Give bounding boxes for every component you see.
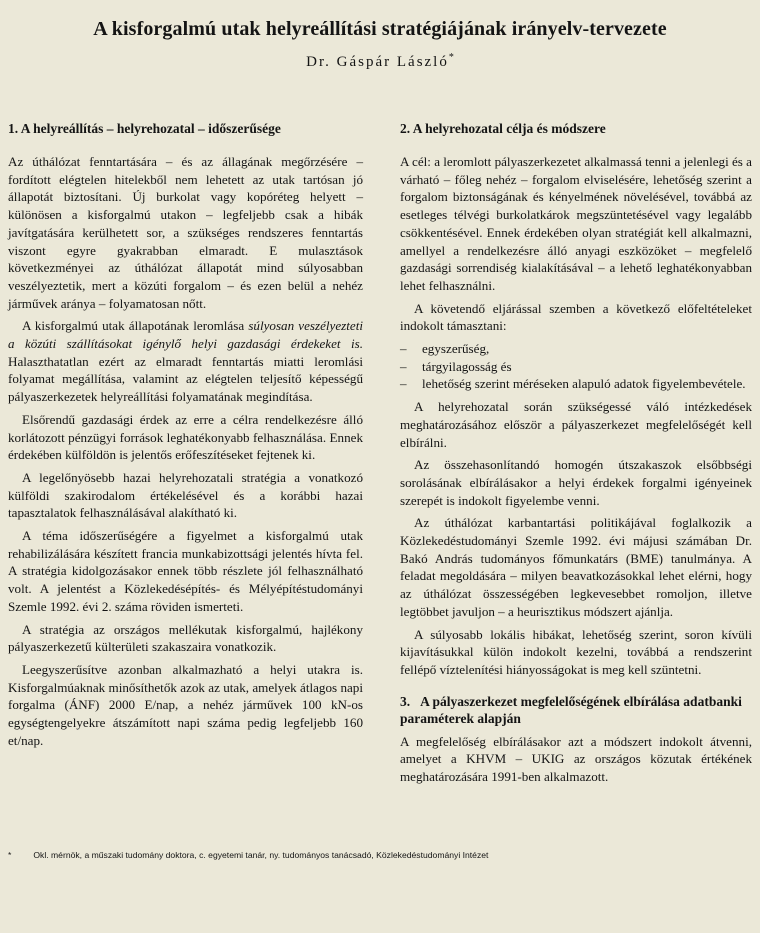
paragraph: A követendő eljárással szemben a következő előfeltételeket indokolt támasztani:	[400, 300, 752, 334]
paragraph: Az összehasonlítandó homogén útszakaszok elsőbbségi sorolásának elbírálásakor a helyi érdekek forgalmi igényeinek szerepét is indokolt figyelembe venni.	[400, 457, 752, 508]
paragraph: A stratégia az országos mellékutak kisforgalmú, hajlékony pályaszerkezetű külterületi szakaszaira vonatkozik.	[8, 621, 363, 655]
paragraph-text: A kisforgalmú utak állapotának leromlása	[22, 318, 249, 334]
section-3-heading	[400, 693, 752, 727]
paragraph: Az úthálózat fenntartására – és az állagának megőrzésére – fordított elégtelen hitelekből nem lehetett az utak tartósan jó állapotát biztosítani. Új burkolat vagy kopóréteg helyett – különösen a kisforgalmú utakon – legfeljebb csak a hibák javítgatására kerülhetett sor, a szükséges rendszeres fenntartás viszont egyre gyakrabban elmaradt. E mulasztások következményei az úthálózat állapotát mind súlyosabban veszélyeztetik, mert a közúti forgalom – és ezen belül a nehéz járművek aránya – folyamatosan nőtt.	[8, 154, 363, 311]
paragraph: A cél: a leromlott pályaszerkezetet alkalmassá tenni a jelenlegi és a várható – főleg nehéz – forgalom elviselésére, lehetőség szerint a forgalom biztonságának és kényelmének növelésével, továbbá az esetleges télvégi burkolatkárok megszüntetésével vagy legalább csökkentésével. Ennek érdekében olyan stratégiát kell alkalmazni, amellyel a rendelkezésre álló anyagi eszközöket – megfelelő gazdasági sorrendiség kialakításával – a lehető leghatékonyabban lehet felhasználni.	[400, 154, 752, 293]
paragraph: Elsőrendű gazdasági érdek az erre a célra rendelkezésre álló korlátozott pénzügyi források leghatékonyabb felhasználása. Ennek érdekében külföldön is jelentős erőfeszítéseket fejtenek ki.	[8, 411, 363, 463]
left-column	[8, 120, 363, 755]
list-dash: –	[400, 376, 407, 392]
list-dash: –	[400, 341, 407, 357]
paragraph	[8, 317, 363, 406]
author-name: Dr. Gáspár László	[306, 54, 449, 70]
list-item-text: tárgyilagosság és	[422, 358, 512, 374]
section-3-title: A pályaszerkezet megfelelőségének elbírálása adatbanki paraméterek alapján	[400, 693, 742, 726]
list-item	[400, 358, 752, 376]
list-item-text: egyszerűség,	[422, 341, 490, 357]
author-line	[0, 52, 760, 71]
paragraph: A megfelelőség elbírálásakor azt a módszert indokolt átvenni, amelyet a KHVM – UKIG az országos közutak értékének meghatározására 1991-ben alkalmazott.	[400, 733, 752, 785]
list-item	[400, 340, 752, 358]
paragraph: A súlyosabb lokális hibákat, lehetőség szerint, soron kívüli kijavításukkal külön indokolt kezelni, továbbá a rendszerint fellépő víztelenítési hiányosságokat is meg kell szüntetni.	[400, 626, 752, 677]
right-column	[400, 120, 752, 791]
list-item-text: lehetőség szerint méréseken alapuló adatok figyelembevétele.	[422, 376, 746, 392]
list-item	[400, 375, 752, 393]
section-1-heading: 1. A helyreállítás – helyrehozatal – időszerűsége	[8, 121, 281, 136]
footnote	[8, 850, 752, 860]
author-footnote-mark: *	[448, 52, 454, 63]
section-2-heading: 2. A helyrehozatal célja és módszere	[400, 121, 606, 136]
emphasis-text: súlyosan veszélyezteti a közúti szállításokat igénylő helyi gazdasági érdekeket is.	[8, 318, 363, 352]
paragraph: Leegyszerűsítve azonban alkalmazható a helyi utakra is. Kisforgalmúaknak minősíthetők azok az utak, amelyek átlagos napi forgalma (ÁNF) 2000 E/nap, a nehéz járművek 100 kN-os egységtengelyekre átszámított napi száma pedig legfeljebb 160 et/nap.	[8, 661, 363, 748]
footnote-text: Okl. mérnök, a műszaki tudomány doktora, c. egyetemi tanár, ny. tudományos tanácsadó, Közlekedéstudományi Intézet	[33, 850, 489, 860]
paragraph: A téma időszerűségére a figyelmet a kisforgalmú utak rehabilizálására készített francia munkabizottsági jelentés hívta fel. A stratégia kidolgozásakor ennek több részlete jól felhasználható volt. A jelentést a Közlekedésépítés- és Mélyépítéstudományi Szemle 1992. évi 2. száma röviden ismerteti.	[8, 528, 363, 614]
paragraph: A helyrehozatal során szükségessé váló intézkedések meghatározásához először a pályaszerkezet megfelelőségét kell elbírálni.	[400, 399, 752, 450]
criteria-list	[400, 340, 752, 393]
list-dash: –	[400, 358, 407, 374]
paragraph: A legelőnyösebb hazai helyrehozatali stratégia a vonatkozó külföldi szakirodalom értékelésével és a korábbi hazai tapasztalatok felhasználásával alakítható ki.	[8, 469, 363, 521]
paragraph: Az úthálózat karbantartási politikájával foglalkozik a Közlekedéstudományi Szemle 1992. évi májusi számában Dr. Bakó András tudományos főmunkatárs (BME) tanulmánya. A feladat megoldására – milyen beavatkozásokkal lehet elérni, hogy az úthálózat összességében legkevesebbet romoljon, illetve legtöbbet javuljon – a heurisztikus módszert ajánlja.	[400, 515, 752, 619]
paragraph-text: Halaszthatatlan ezért az elmaradt fenntartás miatti leromlási folyamat megállítása, valamint az elégtelen teljesítő képességű pályaszerkezetek helyreállítási folyamatának megindítása.	[8, 353, 363, 405]
footnote-mark: *	[8, 850, 12, 860]
section-3-number: 3.	[400, 693, 411, 709]
article-title: A kisforgalmú utak helyreállítási stratégiájának irányelv-tervezete	[93, 18, 667, 40]
